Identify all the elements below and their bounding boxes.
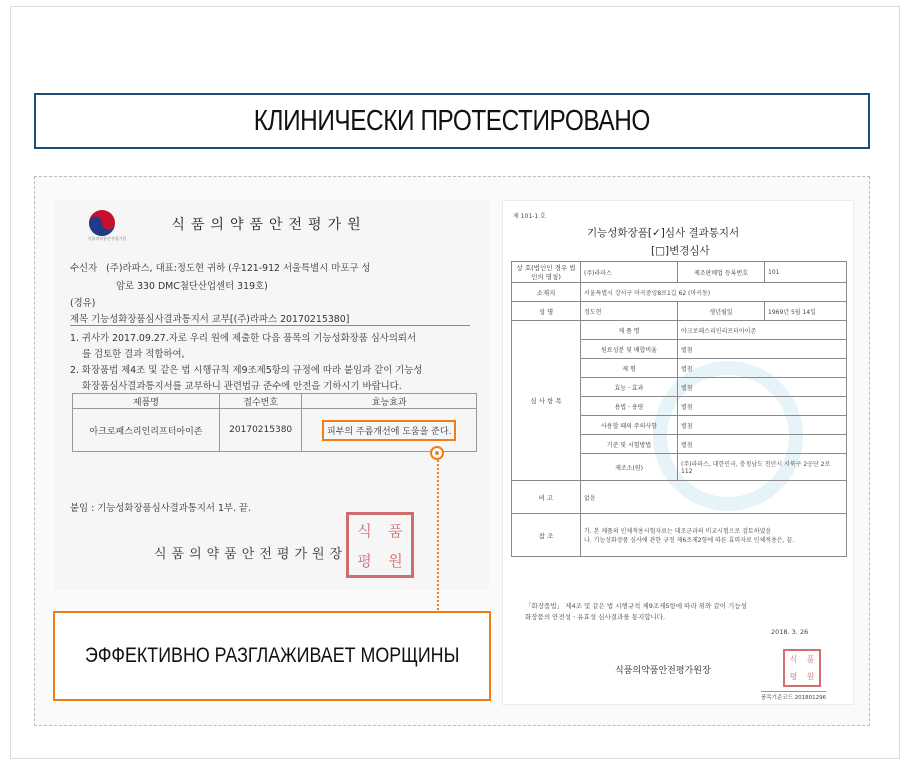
reference-label: 참 조 — [512, 514, 581, 557]
review-item-value: 별첨 — [678, 416, 847, 435]
left-certificate — [54, 200, 489, 590]
birth-value: 1969년 5월 14일 — [765, 302, 847, 321]
form-number: 제 101-1 호 — [513, 213, 546, 220]
callout-anchor-dot — [430, 446, 444, 460]
table-row — [512, 302, 847, 321]
via-line: (경유) — [70, 298, 96, 309]
right-certificate — [502, 200, 854, 705]
review-item-label: 제 형 — [581, 359, 678, 378]
recipient-line — [70, 260, 370, 274]
highlighted-effect: 피부의 주름개선에 도움을 준다. — [322, 420, 456, 441]
subject-line: 제목 기능성화장품심사결과통지서 교부[(주)라파스 20170215380] — [70, 311, 470, 326]
item1-line2: 를 검토한 결과 적합하여, — [82, 349, 185, 360]
review-item-value: 별첨 — [678, 397, 847, 416]
right-seal-icon — [783, 649, 821, 687]
left-cert-heading: 식품의약품안전평가원 — [171, 217, 367, 233]
seal-char: 식 — [789, 655, 798, 664]
review-table — [511, 261, 847, 557]
right-issuer: 식품의약품안전평가원장 — [615, 666, 711, 676]
col-header-product: 제품명 — [73, 394, 220, 409]
review-items-label: 심 사 항 목 — [512, 321, 581, 481]
attachment-line: 붙임 : 기능성화장품심사결과통지서 1부. 끝. — [70, 503, 251, 514]
table-row — [512, 321, 847, 340]
seal-char: 원 — [806, 672, 815, 681]
seal-char: 원 — [388, 551, 403, 570]
government-emblem-icon — [87, 208, 117, 238]
company-label: 상 호(법인인 경우 법인의 명칭) — [512, 262, 581, 283]
issue-date: 2018. 3. 26 — [771, 628, 809, 636]
review-item-value: 아크로패스리인리프터아이존 — [678, 321, 847, 340]
item2-line2: 화장품심사결과통지서를 교부하니 관련법규 준수에 안전을 기하시기 바랍니다. — [82, 381, 402, 392]
callout-box — [53, 611, 491, 701]
address-label: 소재지 — [512, 283, 581, 302]
address-value: 서울특별시 강서구 마곡중앙8로1길 62 (마곡동) — [581, 283, 847, 302]
review-item-value: (주)라파스, 대한민국, 충청남도 천안시 서북구 2공단 2로 112 — [678, 454, 847, 481]
name-value: 정도현 — [581, 302, 678, 321]
review-item-label: 효능ㆍ효과 — [581, 378, 678, 397]
right-cert-title: 기능성화장품[✓]심사 결과통지서 — [587, 227, 740, 239]
col-header-receipt: 접수번호 — [219, 394, 301, 409]
seal-char: 품 — [388, 521, 403, 540]
table-row — [512, 481, 847, 514]
effect-cell — [302, 409, 477, 452]
remarks-value: 없음 — [581, 481, 847, 514]
remarks-label: 비 고 — [512, 481, 581, 514]
seal-char: 식 — [357, 521, 372, 540]
registration-value: 101 — [765, 262, 847, 283]
name-label: 성 명 — [512, 302, 581, 321]
headline-banner — [34, 93, 870, 149]
recipient-label: 수신자 — [70, 263, 98, 274]
reference-value — [581, 514, 847, 557]
birth-label: 생년월일 — [678, 302, 765, 321]
review-item-label: 용법ㆍ용량 — [581, 397, 678, 416]
callout-connector-line — [437, 460, 439, 610]
receipt-number-cell: 20170215380 — [219, 409, 301, 452]
headline-title: КЛИНИЧЕСКИ ПРОТЕСТИРОВАНО — [253, 104, 651, 137]
callout-text: ЭФФЕКТИВНО РАЗГЛАЖИВАЕТ МОРЩИНЫ — [84, 644, 460, 667]
table-row — [512, 283, 847, 302]
review-item-label: 기준 및 시험방법 — [581, 435, 678, 454]
review-item-value: 별첨 — [678, 435, 847, 454]
product-name-cell: 아크로패스리인리프터아이존 — [73, 409, 220, 452]
seal-char: 품 — [806, 655, 815, 664]
left-issuer: 식품의약품안전평가원장 — [154, 547, 348, 562]
registration-label: 제조판매업 등록번호 — [678, 262, 765, 283]
review-item-label: 사용할 때의 주의사항 — [581, 416, 678, 435]
reference-line-1: 가. 본 제품의 인체적용시험자료는 대조군과의 비교시험으로 검토하였음 — [584, 528, 772, 535]
right-cert-subtitle: [□]변경심사 — [651, 245, 710, 257]
review-item-value: 별첨 — [678, 359, 847, 378]
official-seal-icon — [346, 512, 414, 578]
product-table — [72, 393, 477, 452]
review-item-value: 별첨 — [678, 378, 847, 397]
review-item-value: 별첨 — [678, 340, 847, 359]
table-row — [512, 262, 847, 283]
review-item-label: 제 품 명 — [581, 321, 678, 340]
review-item-label: 원료성분 및 배합비율 — [581, 340, 678, 359]
col-header-effect: 효능효과 — [302, 394, 477, 409]
table-row — [512, 514, 847, 557]
table-row — [73, 409, 477, 452]
agency-caption: 식품의약품안전평가원 — [87, 236, 127, 241]
footer-line-1: 「화장품법」 제4조 및 같은 법 시행규칙 제9조제5항에 따라 위와 같이 기능성 — [525, 602, 747, 610]
seal-char: 평 — [789, 672, 798, 681]
seal-char: 평 — [357, 551, 372, 570]
item2-line1: 2. 화장품법 제4조 및 같은 법 시행규칙 제9조제5항의 규정에 따라 붙임과 같이 기능성 — [70, 365, 423, 376]
item1-line1: 1. 귀사가 2017.09.27.자로 우리 원에 제출한 다음 품목의 기능성화장품 심사의뢰서 — [70, 333, 416, 344]
company-value: (주)라파스 — [581, 262, 678, 283]
product-code: 품목기준코드 201801296 — [761, 691, 826, 701]
recipient-value: (주)라파스, 대표:정도현 귀하 (우121-912 서울특별시 마포구 성 — [106, 263, 371, 274]
footer-line-2: 화장품의 안전성ㆍ유효성 심사결과를 통지합니다. — [525, 613, 666, 621]
review-item-label: 제조소(원) — [581, 454, 678, 481]
recipient-line-2: 암로 330 DMC첨단산업센터 319호) — [116, 281, 268, 292]
reference-line-2: 나. 기능성화장품 심사에 관한 규정 제6조제2항에 따른 효력자료 인체적용은, 끝. — [584, 537, 795, 544]
